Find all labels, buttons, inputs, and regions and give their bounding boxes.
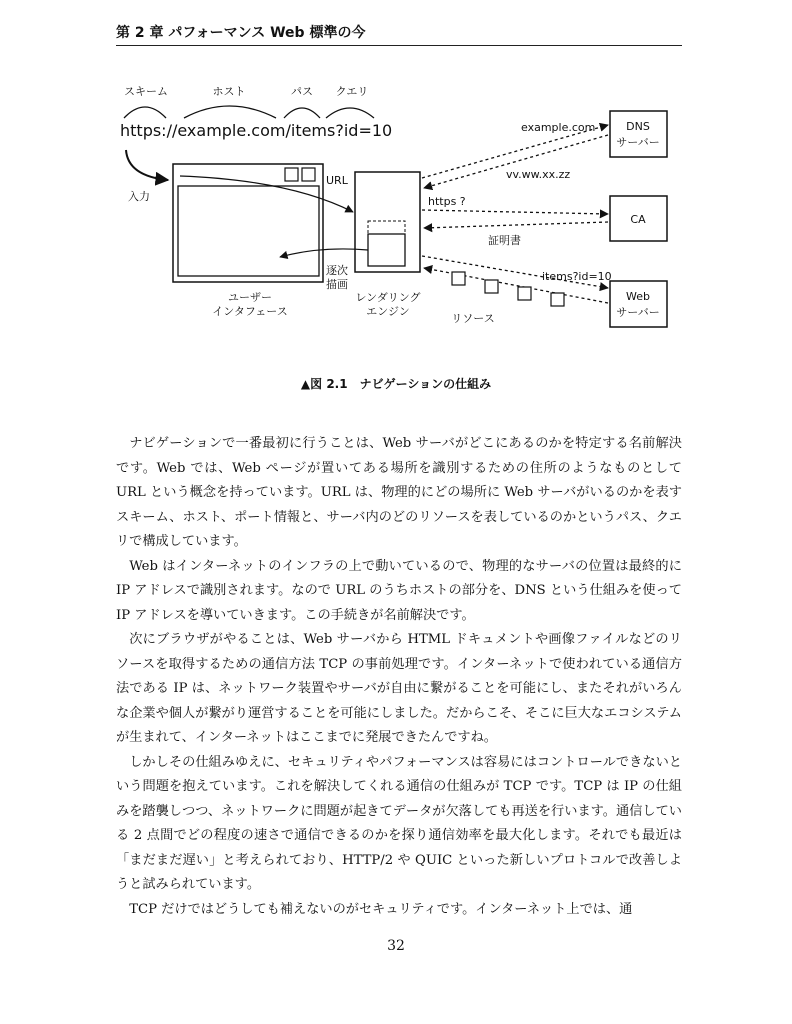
input-arrow	[126, 150, 168, 180]
body-text	[116, 432, 682, 922]
web-box-line2: サーバー	[616, 306, 660, 319]
page-number: 32	[387, 938, 405, 954]
dns-box-line2: サーバー	[616, 136, 660, 149]
input-label: 入力	[128, 190, 150, 203]
ui-label-line1: ユーザー	[228, 291, 272, 304]
ui-window-button-2	[302, 168, 315, 181]
progressive-label-line1: 逐次	[326, 264, 348, 277]
dns-query-label: example.com	[521, 121, 596, 134]
dns-box-line1: DNS	[626, 120, 650, 133]
paragraph: ナビゲーションで一番最初に行うことは、Web サーバがどこにあるのかを特定する名前解決です。Web では、Web ページが置いてある場所を識別するための住所のようなものとして URL という概念を持っています。URL は、物理的にどの場所に Web サーバがいるのかを表すスキーム、ホスト、ポート情報と、サーバ内のどのリソースを表しているのかというパス、クエリで構成しています。	[116, 436, 682, 549]
label-host: ホスト	[212, 85, 246, 98]
certificate-label: 証明書	[488, 234, 521, 247]
resource-packet	[452, 272, 465, 285]
web-server-box	[610, 281, 667, 327]
dns-server-box	[610, 111, 667, 157]
url-text: https://example.com/items?id=10	[120, 121, 393, 140]
chapter-header: 第 2 章 パフォーマンス Web 標準の今	[116, 25, 366, 41]
url-label: URL	[326, 174, 348, 187]
paragraph: TCP だけではどうしても補えないのがセキュリティです。インターネット上では、通	[129, 901, 633, 917]
ui-label-line2: インタフェース	[212, 305, 288, 318]
resource-request-label: items?id=10	[542, 270, 612, 283]
label-scheme: スキーム	[124, 85, 168, 98]
bracket-path	[284, 108, 320, 118]
figure-caption: ▲図 2.1 ナビゲーションの仕組み	[300, 377, 492, 391]
ca-box-label: CA	[630, 213, 646, 226]
engine-label-line2: エンジン	[366, 305, 410, 318]
engine-rendered-block	[368, 234, 405, 266]
resource-packet	[485, 280, 498, 293]
resource-packet	[518, 287, 531, 300]
https-label: https ?	[428, 195, 466, 208]
engine-label-line1: レンダリング	[355, 291, 421, 304]
resource-packet	[551, 293, 564, 306]
ui-viewport	[178, 186, 319, 276]
bracket-query	[326, 108, 374, 118]
https-request-line	[422, 210, 608, 214]
paragraph: しかしその仕組みゆえに、セキュリティやパフォーマンスは容易にはコントロールできないという問題を抱えています。これを解決してくれる通信の仕組みが TCP です。TCP は IP の仕組みを踏襲しつつ、ネットワークに問題が起きてデータが欠落しても再送を行います。通信している 2 点間でどの程度の速さで通信できるのかを探り通信効率を最大化します。それでも最近は「まだまだ遅い」と考えられており、HTTP/2 や QUIC といった新しいプロトコルで改善しようと試みられています。	[116, 754, 682, 892]
web-box-line1: Web	[626, 290, 650, 303]
resource-label: リソース	[451, 312, 495, 325]
progressive-label-line2: 描画	[326, 278, 348, 291]
certificate-line	[424, 222, 608, 228]
paragraph: 次にブラウザがやることは、Web サーバから HTML ドキュメントや画像ファイルなどのリソースを取得するための通信方法 TCP の事前処理です。インターネットで使われている通信方法である IP は、ネットワーク装置やサーバが自由に繋がることを可能にし、またそれがいろんな企業や個人が繋がり運営することを可能にしました。だからこそ、そこに巨大なエコシステムが生まれて、インターネットはここまでに発展できたんですね。	[116, 632, 682, 745]
engine-pending-block	[368, 221, 405, 235]
paragraph: Web はインターネットのインフラの上で動いているので、物理的なサーバの位置は最終的に IP アドレスで識別されます。なので URL のうちホストの部分を、DNS という仕組みを使って IP アドレスを導いていきます。この手続きが名前解決です。	[116, 558, 682, 623]
label-query: クエリ	[335, 85, 369, 98]
ui-window-button-1	[285, 168, 298, 181]
navigation-diagram	[0, 0, 792, 370]
label-path: パス	[291, 85, 313, 98]
dns-answer-label: vv.ww.xx.zz	[506, 168, 571, 181]
bracket-scheme	[124, 107, 166, 118]
bracket-host	[184, 106, 276, 118]
